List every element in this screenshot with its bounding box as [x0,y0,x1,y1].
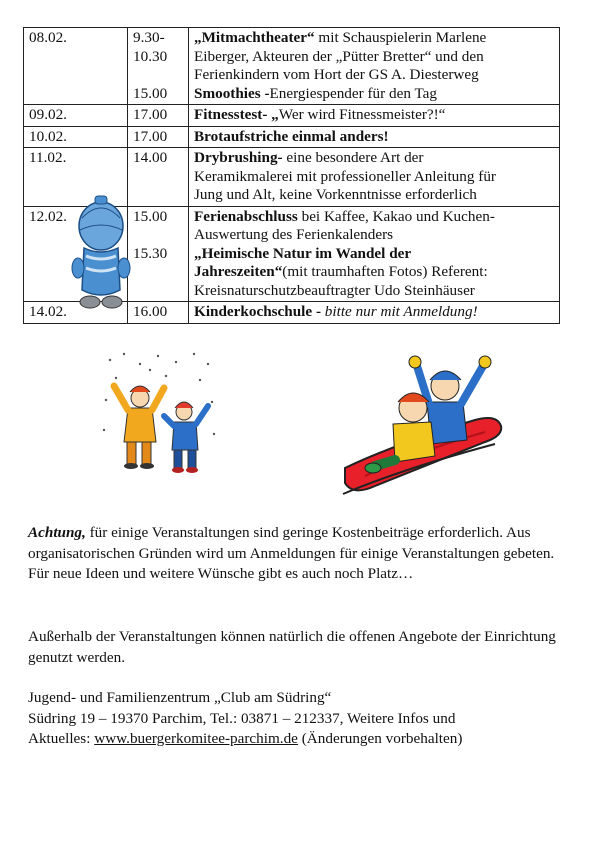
time-value: 10.30 [133,47,168,65]
event-title: Smoothies - [194,84,270,102]
event-date: 09.02. [24,105,128,127]
event-title: Brotaufstriche einmal anders! [194,127,389,145]
event-title: Fitnesstest- „ [194,106,279,123]
schedule-row [24,126,560,148]
website-link[interactable]: www.buergerkomitee-parchim.de [94,730,298,747]
contact-web-prefix: Aktuelles: [28,730,95,747]
contact-web-suffix: (Änderungen vorbehalten) [297,730,463,747]
registration-note: bitte nur mit Anmeldung! [324,303,478,320]
event-description [189,105,560,127]
description-line [194,168,555,187]
event-title: Jahreszeiten“ [194,263,283,280]
description-line [194,66,555,85]
event-details: Ferienkindern vom Hort der GS A. Diesterweg [194,66,479,83]
event-title: Ferienabschluss [194,207,298,225]
event-time [128,148,189,207]
event-description [189,206,560,302]
event-details: (mit traumhaften Fotos) Referent: [282,263,488,280]
description-line [194,106,555,125]
notice-paragraph [28,523,568,585]
event-details: Energiespender für den Tag [269,84,437,102]
time-value: 15.30 [133,244,168,262]
event-title: „Heimische Natur im Wandel der [194,244,412,262]
event-title: Kinderkochschule - [194,303,325,320]
description-line [194,208,555,227]
event-time [128,302,189,324]
event-details: eine besondere Art der [282,149,424,166]
event-time [128,206,189,302]
open-offers-text: Außerhalb der Veranstaltungen können natürlich die offenen Angebote der Einrichtung genutzt werden. [28,628,556,666]
notice-text: für einige Veranstaltungen sind geringe Kostenbeiträge erforderlich. Aus organisatorischen Gründen wird um Anmeldungen für einige Veranstaltungen gebeten. Für neue Ideen und weitere Wünsche gibt es auch noch Platz… [28,524,555,582]
contact-address: Südring 19 – 19370 Parchim, Tel.: 03871 – 212337, Weitere Infos und [28,709,456,727]
event-date: 11.02. [24,148,128,207]
description-line [194,282,555,301]
event-title: „Mitmachtheater“ [194,29,315,46]
event-date: 10.02. [24,126,128,148]
description-line [194,48,555,67]
description-line [194,85,555,104]
kids-in-snow-icon [100,350,220,480]
event-description [189,126,560,148]
time-value: 15.00 [133,207,168,225]
description-line [194,245,555,264]
event-details: Eiberger, Akteuren der „Pütter Bretter“ und den [194,47,484,65]
schedule-row [24,28,560,105]
time-value: 17.00 [133,106,168,123]
event-description [189,148,560,207]
event-title: Drybrushing- [194,149,283,166]
event-time [128,28,189,105]
event-details: Keramikmalerei mit professioneller Anleitung für [194,167,496,185]
contact-block [28,688,568,750]
time-value: 16.00 [133,303,168,320]
contact-name: Jugend- und Familienzentrum „Club am Südring“ [28,689,332,706]
snowman-mascot-icon [70,190,132,315]
event-time [128,105,189,127]
description-line [194,149,555,168]
time-value [133,66,184,85]
event-details: Wer wird Fitnessmeister?!“ [278,106,446,123]
open-offers-paragraph [28,627,568,668]
event-date: 12.02. [24,206,128,302]
time-value: 17.00 [133,127,168,145]
time-value: 15.00 [133,84,168,102]
description-line [194,128,555,147]
event-date: 08.02. [24,28,128,105]
time-value: 9.30- [133,29,165,46]
event-details: mit Schauspielerin Marlene [314,29,487,46]
schedule-row [24,105,560,127]
event-description [189,302,560,324]
event-details: Jung und Alt, keine Vorkenntnisse erforderlich [194,186,477,203]
kids-on-sled-icon [335,348,510,513]
notice-emphasis: Achtung, [28,524,86,541]
event-time [128,126,189,148]
event-date: 14.02. [24,302,128,324]
event-description [189,28,560,105]
description-line [194,263,555,282]
time-value [133,226,184,245]
event-details: Auswertung des Ferienkalenders [194,226,394,243]
event-details: Kreisnaturschutzbeauftragter Udo Steinhäuser [194,281,475,299]
contact-web-line [28,729,568,750]
description-line [194,303,555,322]
description-line [194,226,555,245]
time-value: 14.00 [133,149,168,166]
event-details: bei Kaffee, Kakao und Kuchen- [297,207,495,225]
description-line [194,186,555,205]
description-line [194,29,555,48]
